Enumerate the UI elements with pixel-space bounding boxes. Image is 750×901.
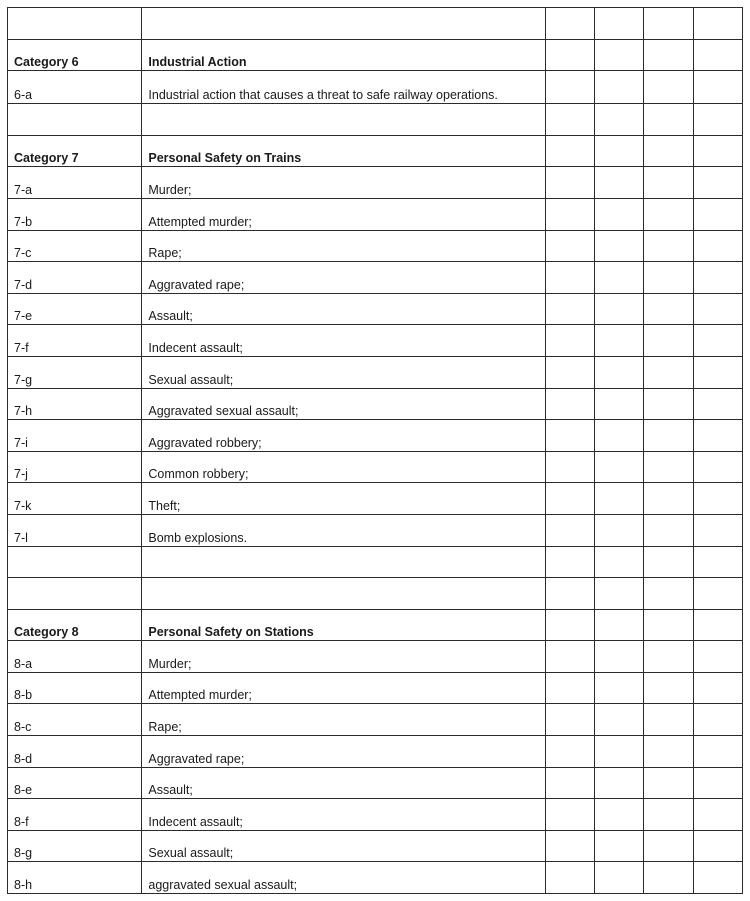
description-cell <box>142 736 545 768</box>
code-cell <box>8 39 142 71</box>
code-cell <box>8 830 142 862</box>
empty-mark-cell <box>693 293 742 325</box>
description-cell <box>142 609 545 641</box>
item-description: Attempted murder; <box>148 688 252 703</box>
empty-mark-cell <box>594 104 643 136</box>
category-label: Category 6 <box>14 55 79 70</box>
empty-mark-cell <box>644 736 693 768</box>
empty-mark-cell <box>545 736 594 768</box>
empty-mark-cell <box>594 799 643 831</box>
empty-mark-cell <box>594 356 643 388</box>
category-title: Personal Safety on Trains <box>148 151 302 166</box>
description-cell <box>142 198 545 230</box>
empty-mark-cell <box>644 167 693 199</box>
description-cell <box>142 799 545 831</box>
empty-mark-cell <box>644 388 693 420</box>
table-row <box>8 262 743 294</box>
item-description: aggravated sexual assault; <box>148 878 298 893</box>
item-description: Sexual assault; <box>148 846 234 861</box>
category-header-row <box>8 609 743 641</box>
item-description: Indecent assault; <box>148 814 243 829</box>
description-cell <box>142 8 545 40</box>
empty-mark-cell <box>545 420 594 452</box>
empty-mark-cell <box>644 451 693 483</box>
empty-mark-cell <box>693 704 742 736</box>
item-description: Theft; <box>148 498 181 513</box>
empty-mark-cell <box>693 736 742 768</box>
description-cell <box>142 514 545 546</box>
empty-mark-cell <box>693 799 742 831</box>
empty-mark-cell <box>644 8 693 40</box>
blank-row <box>8 546 743 578</box>
empty-mark-cell <box>545 262 594 294</box>
table-row <box>8 483 743 515</box>
empty-mark-cell <box>545 135 594 167</box>
category-label: Category 8 <box>14 625 79 640</box>
empty-mark-cell <box>545 230 594 262</box>
item-code: 7-d <box>14 277 33 292</box>
item-code: 8-h <box>14 878 33 893</box>
code-cell <box>8 672 142 704</box>
empty-mark-cell <box>545 325 594 357</box>
item-description: Sexual assault; <box>148 372 234 387</box>
code-cell <box>8 356 142 388</box>
empty-mark-cell <box>693 483 742 515</box>
table-row <box>8 167 743 199</box>
description-cell <box>142 451 545 483</box>
empty-mark-cell <box>693 325 742 357</box>
empty-mark-cell <box>594 39 643 71</box>
code-cell <box>8 198 142 230</box>
item-description: Rape; <box>148 246 182 261</box>
empty-mark-cell <box>594 293 643 325</box>
code-cell <box>8 420 142 452</box>
table-row <box>8 420 743 452</box>
code-cell <box>8 262 142 294</box>
item-description: Assault; <box>148 783 193 798</box>
description-cell <box>142 767 545 799</box>
item-code: 8-b <box>14 688 33 703</box>
empty-mark-cell <box>693 39 742 71</box>
item-description: Assault; <box>148 309 193 324</box>
empty-mark-cell <box>693 198 742 230</box>
empty-mark-cell <box>594 483 643 515</box>
empty-mark-cell <box>644 799 693 831</box>
item-description: Aggravated rape; <box>148 751 245 766</box>
empty-mark-cell <box>693 420 742 452</box>
description-cell <box>142 262 545 294</box>
table-row <box>8 451 743 483</box>
empty-mark-cell <box>693 514 742 546</box>
table-row <box>8 672 743 704</box>
table-row <box>8 388 743 420</box>
item-code: 8-g <box>14 846 33 861</box>
description-cell <box>142 356 545 388</box>
empty-mark-cell <box>545 830 594 862</box>
empty-mark-cell <box>545 71 594 104</box>
empty-mark-cell <box>644 71 693 104</box>
empty-mark-cell <box>545 641 594 673</box>
description-cell <box>142 672 545 704</box>
empty-mark-cell <box>644 135 693 167</box>
empty-mark-cell <box>644 262 693 294</box>
description-cell <box>142 546 545 578</box>
table-row <box>8 325 743 357</box>
item-code: 8-e <box>14 783 33 798</box>
empty-mark-cell <box>545 356 594 388</box>
empty-mark-cell <box>644 546 693 578</box>
table-row <box>8 830 743 862</box>
table-row <box>8 736 743 768</box>
table-body <box>8 8 743 894</box>
item-code: 7-k <box>14 498 32 513</box>
code-cell <box>8 483 142 515</box>
code-cell <box>8 799 142 831</box>
code-cell <box>8 167 142 199</box>
item-description: Murder; <box>148 656 192 671</box>
item-code: 7-g <box>14 372 33 387</box>
empty-mark-cell <box>693 862 742 894</box>
empty-mark-cell <box>693 167 742 199</box>
item-code: 8-c <box>14 720 32 735</box>
empty-mark-cell <box>594 736 643 768</box>
empty-mark-cell <box>594 325 643 357</box>
empty-mark-cell <box>594 862 643 894</box>
empty-mark-cell <box>693 356 742 388</box>
empty-mark-cell <box>693 578 742 610</box>
description-cell <box>142 483 545 515</box>
code-cell <box>8 736 142 768</box>
description-cell <box>142 578 545 610</box>
category-header-row <box>8 39 743 71</box>
empty-mark-cell <box>693 135 742 167</box>
empty-mark-cell <box>644 325 693 357</box>
empty-mark-cell <box>693 546 742 578</box>
category-title: Personal Safety on Stations <box>148 625 314 640</box>
empty-mark-cell <box>545 862 594 894</box>
code-cell <box>8 135 142 167</box>
item-code: 8-f <box>14 814 29 829</box>
description-cell <box>142 230 545 262</box>
description-cell <box>142 293 545 325</box>
item-code: 7-l <box>14 530 28 545</box>
description-cell <box>142 704 545 736</box>
description-cell <box>142 39 545 71</box>
empty-mark-cell <box>644 293 693 325</box>
empty-mark-cell <box>594 198 643 230</box>
item-description: Attempted murder; <box>148 214 252 229</box>
empty-mark-cell <box>693 71 742 104</box>
code-cell <box>8 104 142 136</box>
empty-mark-cell <box>545 293 594 325</box>
empty-mark-cell <box>644 609 693 641</box>
item-code: 6-a <box>14 88 33 103</box>
item-description: Bomb explosions. <box>148 530 248 545</box>
table-row <box>8 71 743 104</box>
empty-mark-cell <box>594 8 643 40</box>
empty-mark-cell <box>594 262 643 294</box>
empty-mark-cell <box>644 830 693 862</box>
table-row <box>8 198 743 230</box>
item-code: 7-a <box>14 182 33 197</box>
empty-mark-cell <box>693 451 742 483</box>
item-code: 8-a <box>14 656 33 671</box>
code-cell <box>8 609 142 641</box>
description-cell <box>142 641 545 673</box>
item-description: Common robbery; <box>148 467 249 482</box>
table-row <box>8 356 743 388</box>
description-cell <box>142 420 545 452</box>
item-description: Aggravated rape; <box>148 277 245 292</box>
empty-mark-cell <box>644 198 693 230</box>
empty-mark-cell <box>545 578 594 610</box>
incident-category-table <box>7 7 743 894</box>
description-cell <box>142 830 545 862</box>
item-code: 7-j <box>14 467 28 482</box>
item-code: 7-h <box>14 404 33 419</box>
empty-mark-cell <box>693 830 742 862</box>
table-row <box>8 767 743 799</box>
item-code: 8-d <box>14 751 33 766</box>
item-code: 7-b <box>14 214 33 229</box>
item-code: 7-e <box>14 309 33 324</box>
description-cell <box>142 167 545 199</box>
empty-mark-cell <box>594 451 643 483</box>
item-description: Rape; <box>148 720 182 735</box>
empty-mark-cell <box>693 230 742 262</box>
empty-mark-cell <box>545 451 594 483</box>
empty-mark-cell <box>644 483 693 515</box>
empty-mark-cell <box>693 8 742 40</box>
empty-mark-cell <box>545 483 594 515</box>
empty-mark-cell <box>594 609 643 641</box>
incident-category-table-wrapper <box>7 7 743 894</box>
empty-mark-cell <box>693 767 742 799</box>
empty-mark-cell <box>594 230 643 262</box>
empty-mark-cell <box>644 104 693 136</box>
blank-row <box>8 578 743 610</box>
empty-mark-cell <box>545 609 594 641</box>
empty-mark-cell <box>594 514 643 546</box>
empty-mark-cell <box>594 767 643 799</box>
empty-mark-cell <box>594 135 643 167</box>
table-row <box>8 293 743 325</box>
category-label: Category 7 <box>14 151 79 166</box>
empty-mark-cell <box>545 104 594 136</box>
code-cell <box>8 641 142 673</box>
description-cell <box>142 325 545 357</box>
item-description: Aggravated sexual assault; <box>148 404 299 419</box>
empty-mark-cell <box>594 830 643 862</box>
table-row <box>8 704 743 736</box>
empty-mark-cell <box>644 39 693 71</box>
empty-mark-cell <box>644 420 693 452</box>
empty-mark-cell <box>545 704 594 736</box>
empty-mark-cell <box>644 641 693 673</box>
code-cell <box>8 230 142 262</box>
code-cell <box>8 325 142 357</box>
empty-mark-cell <box>693 672 742 704</box>
empty-mark-cell <box>644 578 693 610</box>
empty-mark-cell <box>644 514 693 546</box>
table-row <box>8 641 743 673</box>
item-code: 7-f <box>14 340 29 355</box>
table-row <box>8 862 743 894</box>
empty-mark-cell <box>594 167 643 199</box>
empty-mark-cell <box>693 388 742 420</box>
code-cell <box>8 293 142 325</box>
empty-mark-cell <box>644 704 693 736</box>
empty-mark-cell <box>644 862 693 894</box>
empty-mark-cell <box>644 230 693 262</box>
empty-mark-cell <box>693 262 742 294</box>
empty-mark-cell <box>545 799 594 831</box>
empty-mark-cell <box>644 356 693 388</box>
empty-mark-cell <box>594 704 643 736</box>
item-description: Industrial action that causes a threat to safe railway operations. <box>148 88 498 103</box>
code-cell <box>8 451 142 483</box>
empty-mark-cell <box>545 672 594 704</box>
empty-mark-cell <box>693 609 742 641</box>
empty-mark-cell <box>594 672 643 704</box>
table-row <box>8 514 743 546</box>
empty-mark-cell <box>594 641 643 673</box>
empty-mark-cell <box>545 546 594 578</box>
code-cell <box>8 8 142 40</box>
table-row <box>8 230 743 262</box>
empty-mark-cell <box>594 71 643 104</box>
code-cell <box>8 546 142 578</box>
code-cell <box>8 704 142 736</box>
code-cell <box>8 514 142 546</box>
blank-row <box>8 8 743 40</box>
code-cell <box>8 578 142 610</box>
description-cell <box>142 862 545 894</box>
item-description: Murder; <box>148 182 192 197</box>
empty-mark-cell <box>545 388 594 420</box>
code-cell <box>8 862 142 894</box>
item-description: Indecent assault; <box>148 340 243 355</box>
table-row <box>8 799 743 831</box>
code-cell <box>8 71 142 104</box>
item-code: 7-i <box>14 435 28 450</box>
empty-mark-cell <box>545 8 594 40</box>
empty-mark-cell <box>693 104 742 136</box>
empty-mark-cell <box>545 167 594 199</box>
code-cell <box>8 767 142 799</box>
empty-mark-cell <box>594 388 643 420</box>
description-cell <box>142 104 545 136</box>
empty-mark-cell <box>644 672 693 704</box>
empty-mark-cell <box>545 39 594 71</box>
item-description: Aggravated robbery; <box>148 435 262 450</box>
blank-row <box>8 104 743 136</box>
description-cell <box>142 135 545 167</box>
code-cell <box>8 388 142 420</box>
description-cell <box>142 71 545 104</box>
empty-mark-cell <box>545 198 594 230</box>
empty-mark-cell <box>545 767 594 799</box>
category-header-row <box>8 135 743 167</box>
empty-mark-cell <box>594 420 643 452</box>
category-title: Industrial Action <box>148 55 247 70</box>
empty-mark-cell <box>594 546 643 578</box>
empty-mark-cell <box>594 578 643 610</box>
empty-mark-cell <box>644 767 693 799</box>
description-cell <box>142 388 545 420</box>
empty-mark-cell <box>693 641 742 673</box>
empty-mark-cell <box>545 514 594 546</box>
item-code: 7-c <box>14 246 32 261</box>
